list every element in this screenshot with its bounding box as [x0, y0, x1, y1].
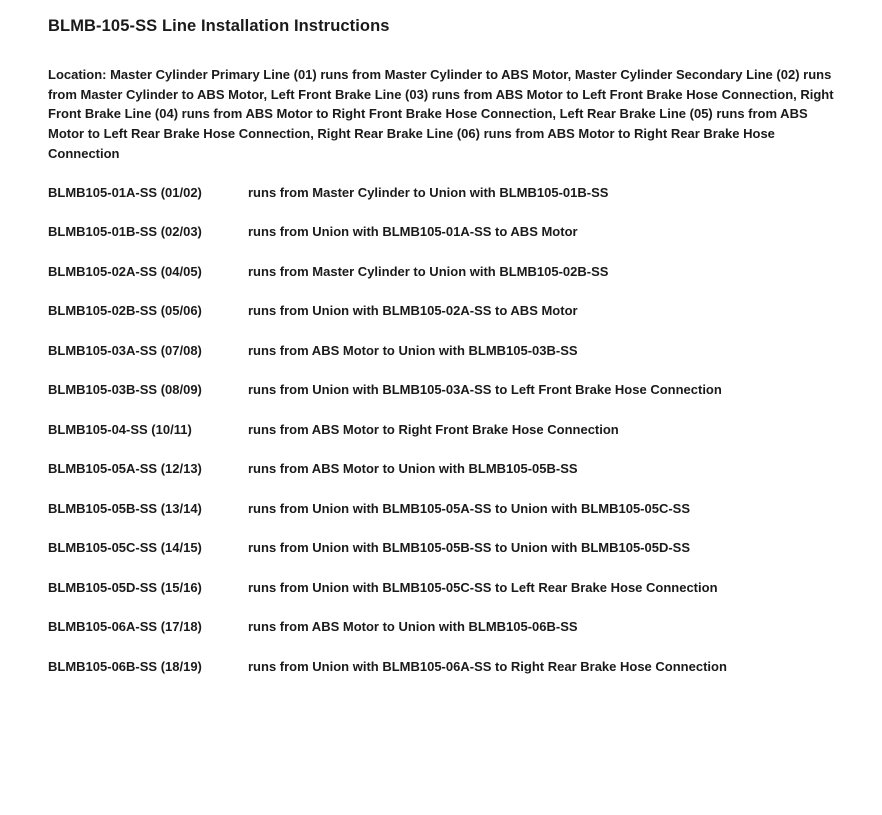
line-row [48, 541, 838, 555]
location-paragraph: Location: Master Cylinder Primary Line (01) runs from Master Cylinder to ABS Motor, Master Cylinder Secondary Line (02) runs from Master Cylinder to ABS Motor, Left Front Brake Line (03) runs from ABS Motor to Left Front Brake Hose Connection, Right Front Brake Line (04) runs from ABS Motor to Right Front Brake Hose Connection, Left Rear Brake Line (05) runs from ABS Motor to Left Rear Brake Hose Connection, Right Rear Brake Line (06) runs from ABS Motor to Right Rear Brake Hose Connection [48, 67, 834, 161]
line-row [48, 225, 838, 239]
line-description: runs from Union with BLMB105-06A-SS to Right Rear Brake Hose Connection [248, 658, 727, 674]
line-row [48, 620, 838, 634]
line-row [48, 344, 838, 358]
line-description: runs from Union with BLMB105-05B-SS to Union with BLMB105-05D-SS [248, 540, 691, 556]
line-description: runs from ABS Motor to Union with BLMB105-06B-SS [248, 619, 578, 635]
line-description: runs from ABS Motor to Union with BLMB105-03B-SS [248, 342, 578, 358]
line-description: runs from Union with BLMB105-03A-SS to Left Front Brake Hose Connection [248, 382, 722, 398]
line-description: runs from Master Cylinder to Union with BLMB105-02B-SS [248, 263, 609, 279]
part-number: BLMB105-01A-SS (01/02) [48, 184, 202, 200]
part-number: BLMB105-05A-SS (12/13) [48, 461, 202, 477]
part-number: BLMB105-06A-SS (17/18) [48, 619, 202, 635]
part-number: BLMB105-05C-SS (14/15) [48, 540, 202, 556]
part-number: BLMB105-03A-SS (07/08) [48, 342, 202, 358]
part-number: BLMB105-03B-SS (08/09) [48, 382, 202, 398]
line-row [48, 265, 838, 279]
part-number: BLMB105-06B-SS (18/19) [48, 658, 202, 674]
line-row [48, 660, 838, 674]
line-row [48, 462, 838, 476]
line-row [48, 383, 838, 397]
line-row [48, 502, 838, 516]
line-description: runs from Union with BLMB105-02A-SS to ABS Motor [248, 303, 578, 319]
line-row [48, 423, 838, 437]
line-row [48, 304, 838, 318]
line-row [48, 186, 838, 200]
line-description: runs from Union with BLMB105-01A-SS to ABS Motor [248, 224, 578, 240]
line-list [48, 186, 838, 674]
line-description: runs from ABS Motor to Union with BLMB105-05B-SS [248, 461, 578, 477]
line-description: runs from Union with BLMB105-05A-SS to Union with BLMB105-05C-SS [248, 500, 691, 516]
part-number: BLMB105-04-SS (10/11) [48, 421, 192, 437]
line-description: runs from Master Cylinder to Union with BLMB105-01B-SS [248, 184, 609, 200]
part-number: BLMB105-01B-SS (02/03) [48, 224, 202, 240]
part-number: BLMB105-02B-SS (05/06) [48, 303, 202, 319]
part-number: BLMB105-05B-SS (13/14) [48, 500, 202, 516]
page-title: BLMB-105-SS Line Installation Instructions [48, 17, 390, 35]
line-description: runs from Union with BLMB105-05C-SS to Left Rear Brake Hose Connection [248, 579, 718, 595]
line-row [48, 581, 838, 595]
part-number: BLMB105-02A-SS (04/05) [48, 263, 202, 279]
part-number: BLMB105-05D-SS (15/16) [48, 579, 202, 595]
line-description: runs from ABS Motor to Right Front Brake Hose Connection [248, 421, 619, 437]
